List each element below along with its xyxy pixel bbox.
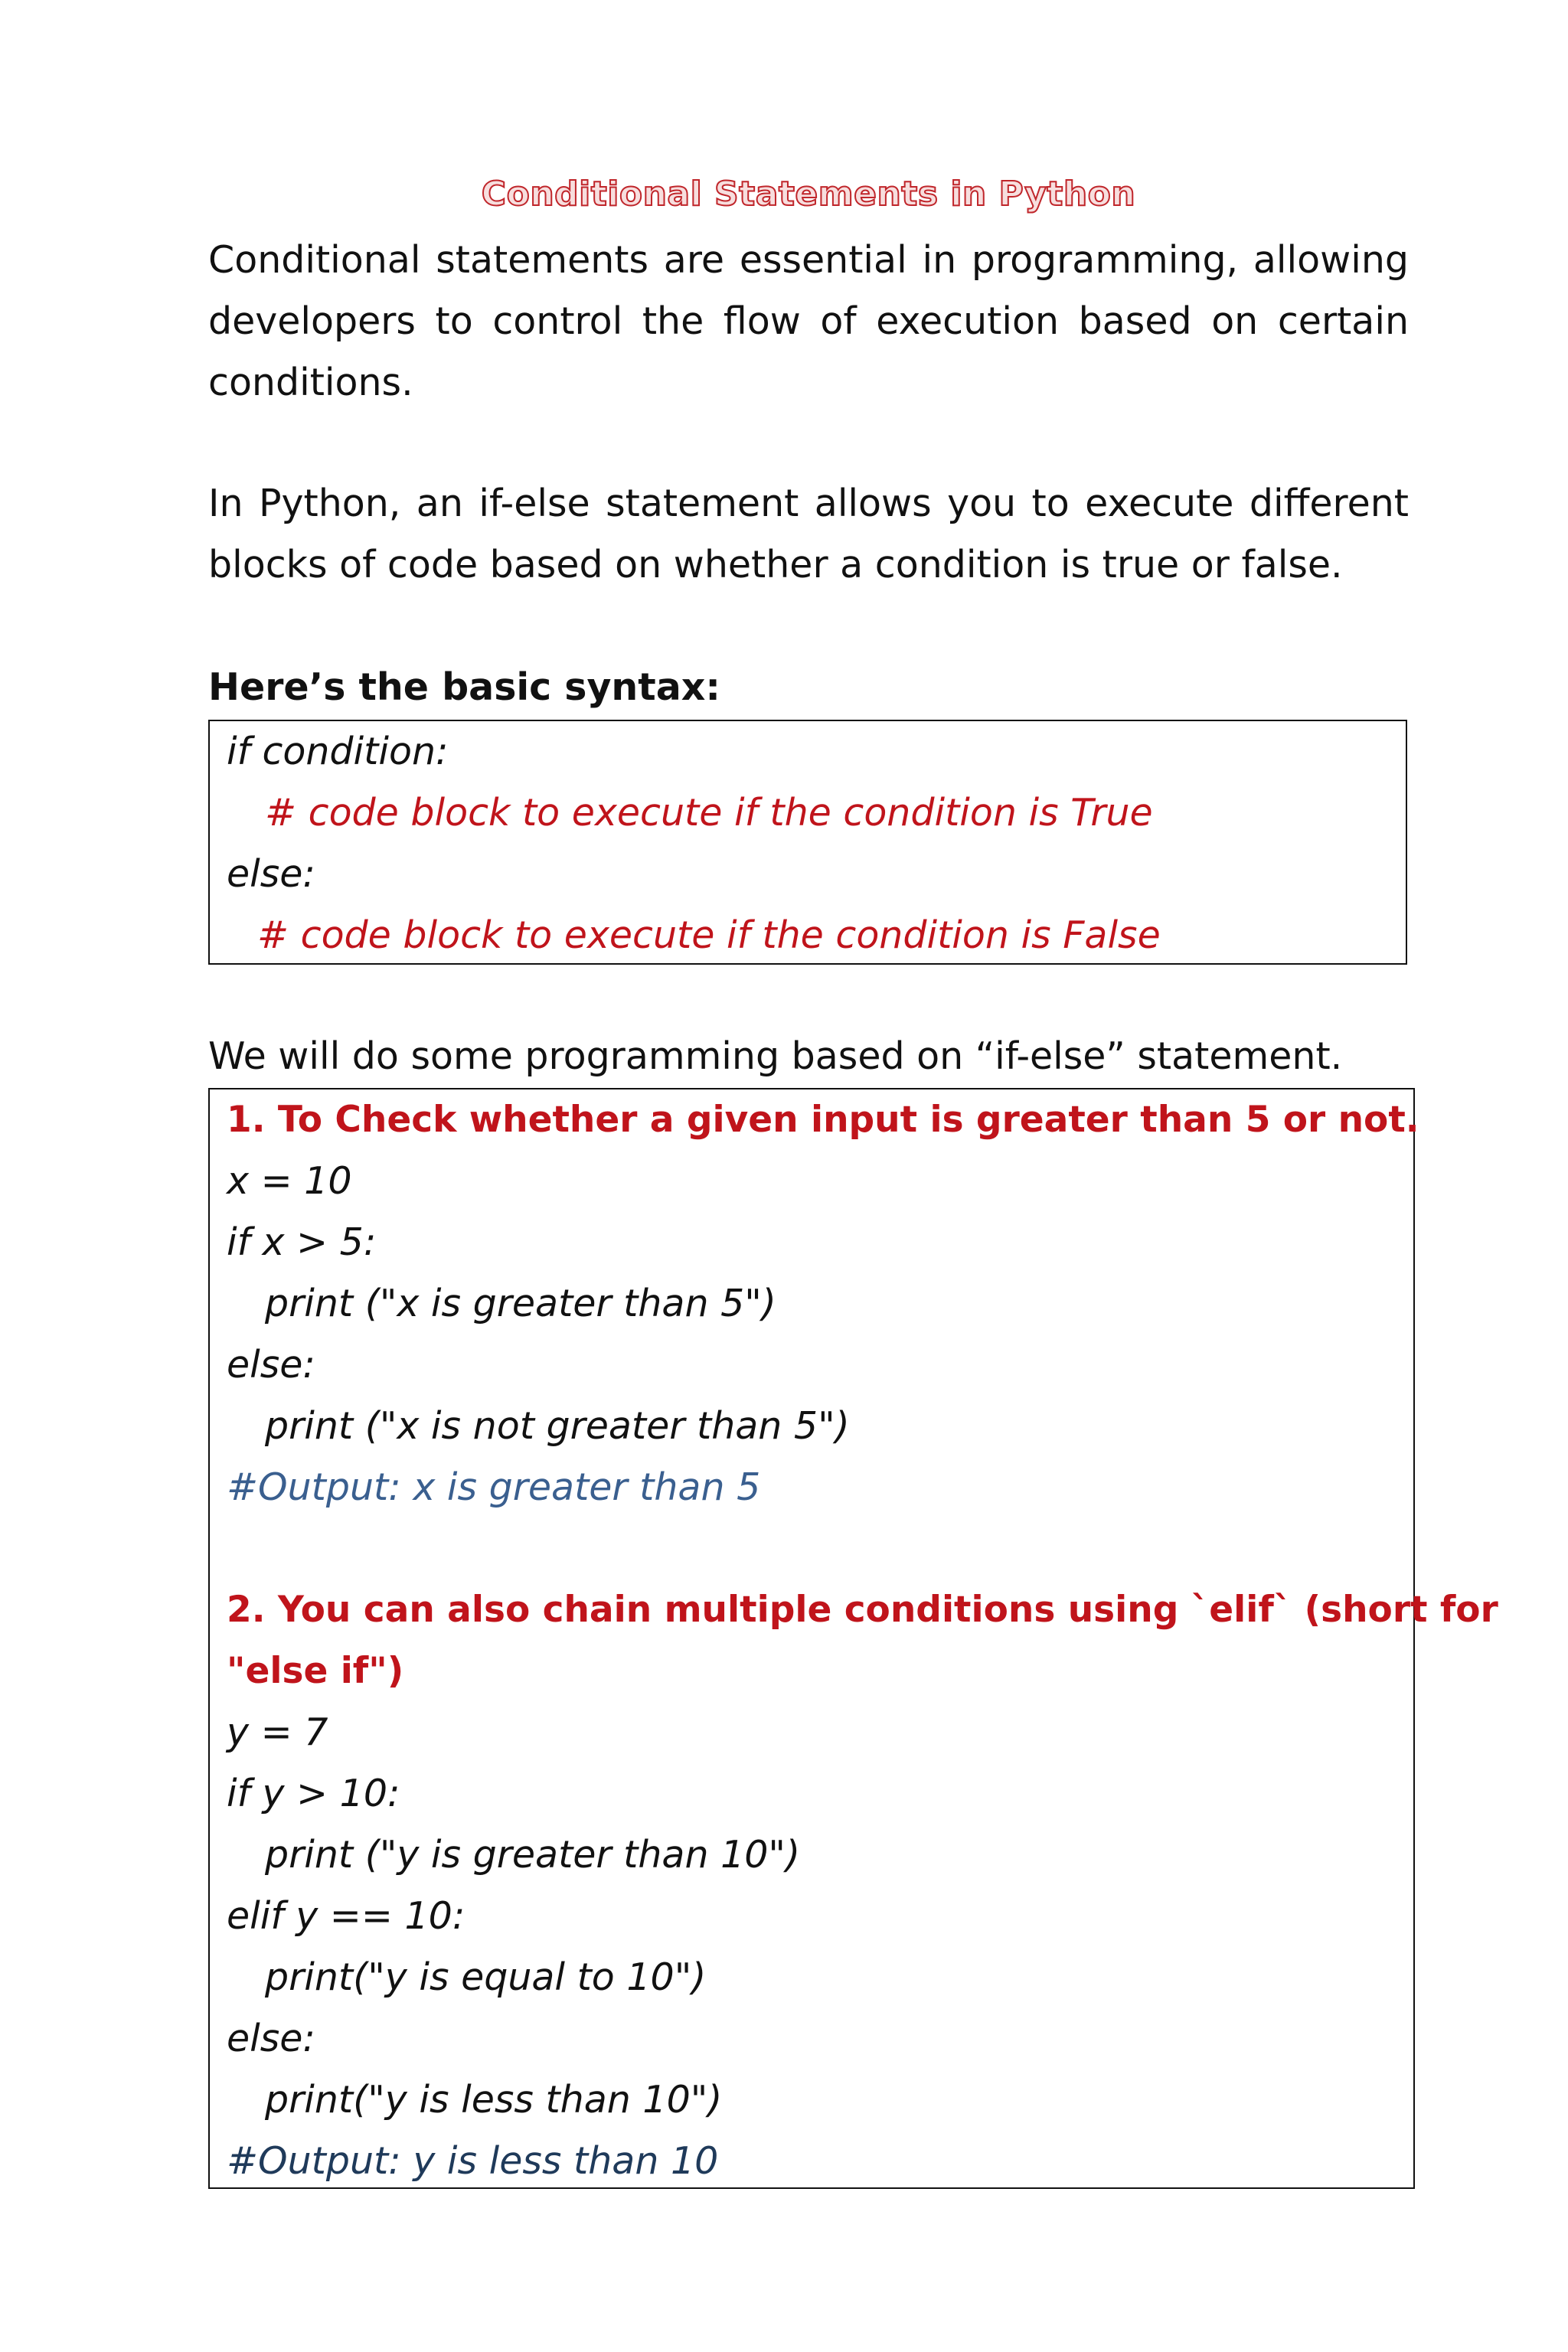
example2-code-line: y = 7 — [227, 1710, 328, 1754]
document-title: Conditional Statements in Python — [481, 175, 1136, 214]
example1-output: #Output: x is greater than 5 — [227, 1465, 761, 1509]
example1-code-line: print ("x is greater than 5") — [265, 1282, 776, 1325]
example2-code-line: if y > 10: — [227, 1772, 400, 1815]
examples-box — [208, 1088, 1498, 2189]
syntax-line-else: else: — [227, 852, 315, 896]
intro-paragraph: Conditional statements are essential in programming, allowing developers to control the flow of execution based on certain conditions. — [208, 238, 1409, 404]
example1-heading: 1. To Check whether a given input is greater than 5 or not. — [227, 1099, 1419, 1141]
example2-code-line: print("y is equal to 10") — [265, 1955, 707, 1999]
example2-output: #Output: y is less than 10 — [227, 2139, 719, 2183]
syntax-box — [208, 720, 1407, 965]
example2-heading-line2: "else if") — [227, 1650, 404, 1692]
example2-code-line: elif y == 10: — [227, 1894, 466, 1938]
example2-code-line: print ("y is greater than 10") — [265, 1833, 801, 1877]
syntax-comment-true: # code block to execute if the condition is True — [265, 791, 1153, 835]
example1-code-line: if x > 5: — [227, 1220, 377, 1264]
syntax-line-if: if condition: — [227, 730, 449, 773]
example2-code-line: else: — [227, 2017, 315, 2060]
if-else-description: In Python, an if-else statement allows you to execute different blocks of code based on whether a condition is true or false. — [208, 482, 1409, 586]
syntax-heading: Here’s the basic syntax: — [208, 665, 720, 709]
example1-code-line: else: — [227, 1343, 315, 1387]
example1-code-line: print ("x is not greater than 5") — [265, 1404, 850, 1448]
syntax-comment-false: # code block to execute if the condition is False — [257, 913, 1161, 957]
example2-heading-line1: 2. You can also chain multiple conditions using `elif` (short for — [227, 1589, 1498, 1631]
example2-code-line: print("y is less than 10") — [265, 2078, 723, 2122]
example1-code-line: x = 10 — [227, 1159, 352, 1203]
lead-in-text: We will do some programming based on “if-else” statement. — [208, 1034, 1343, 1078]
